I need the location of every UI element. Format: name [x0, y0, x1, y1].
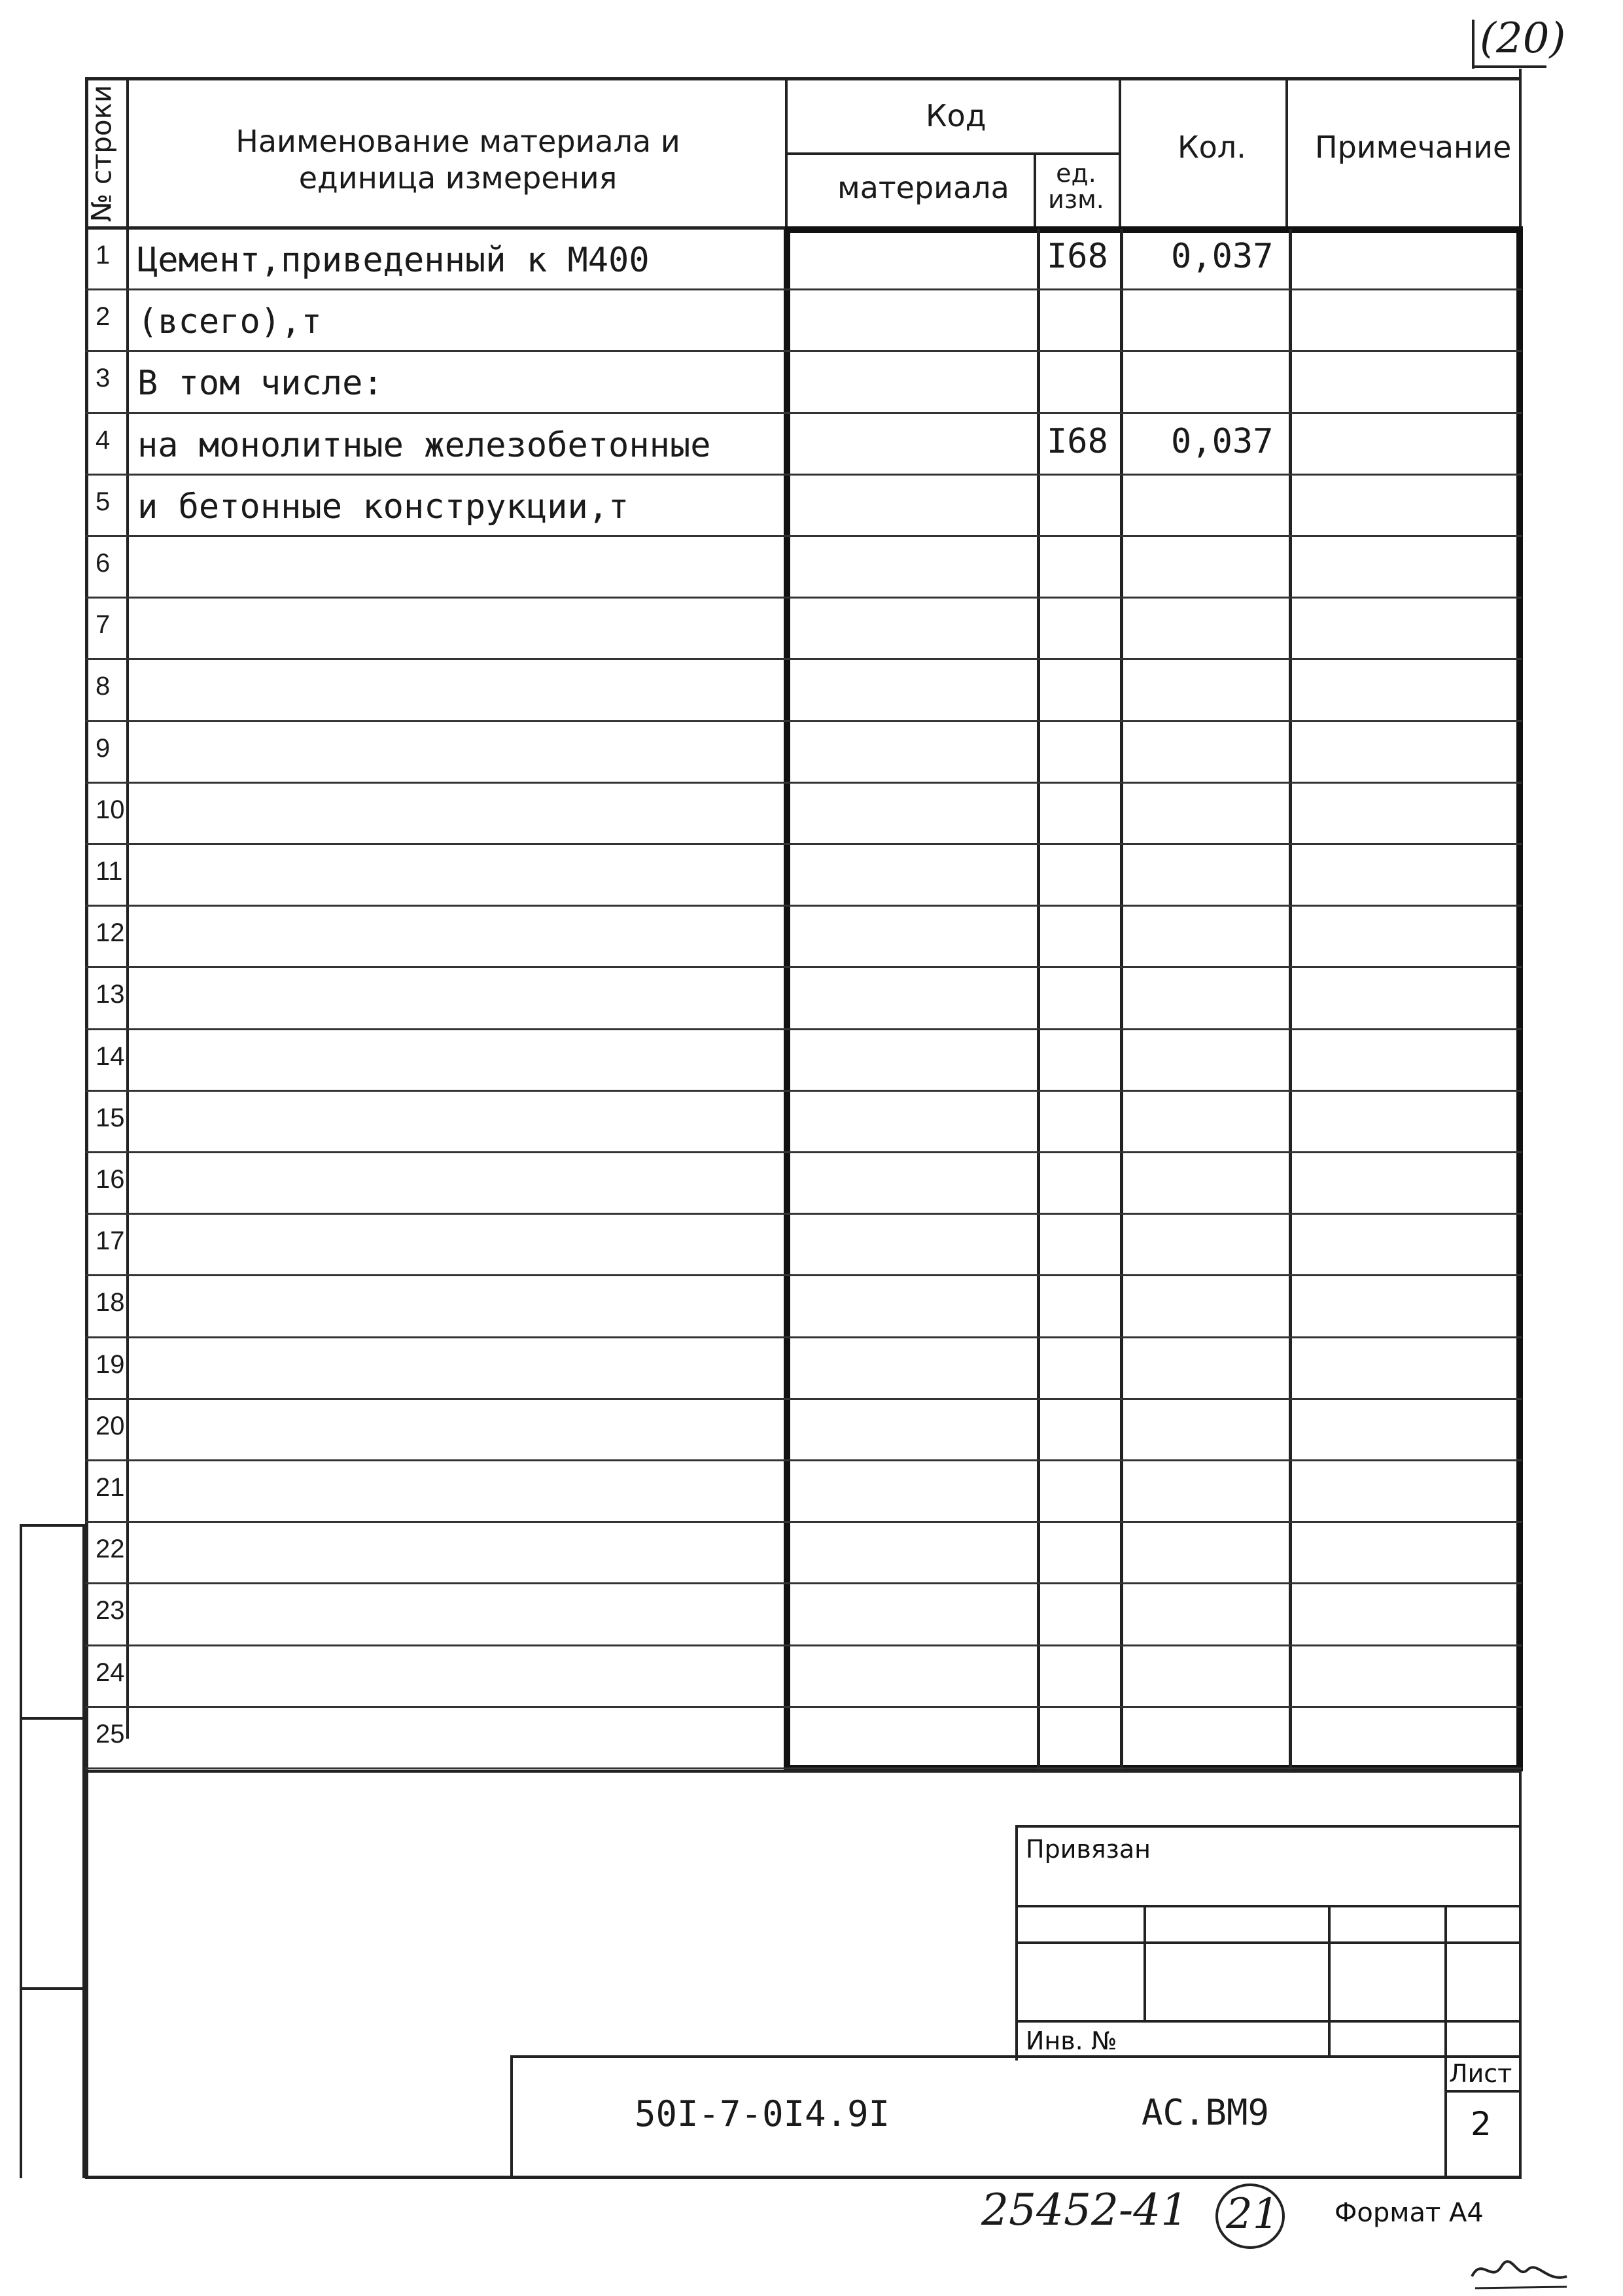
row-unit: I68	[1047, 237, 1108, 276]
header-unit: ед. изм.	[1048, 159, 1104, 214]
row-number: 21	[96, 1473, 125, 1502]
row-line	[85, 1767, 1522, 1769]
corner-frame-top	[1475, 65, 1546, 68]
row-number: 5	[96, 487, 111, 516]
table-row	[0, 1584, 1524, 1646]
row-name: В том числе:	[137, 364, 383, 404]
row-divider	[785, 152, 1120, 155]
table-row	[0, 290, 1524, 352]
row-qty: 0,037	[1171, 421, 1274, 461]
row-number: 11	[96, 857, 123, 886]
row-number: 4	[96, 425, 111, 455]
row-name: (всего),т	[137, 302, 322, 342]
table-row	[0, 722, 1524, 784]
row-unit: I68	[1047, 421, 1108, 461]
circled-number: 21	[1226, 2190, 1280, 2238]
linked-col	[1143, 1905, 1146, 2021]
table-row	[0, 1708, 1524, 1769]
table-row	[0, 845, 1524, 907]
row-number: 8	[96, 672, 111, 701]
table-row	[0, 599, 1524, 660]
header-code: Код	[926, 98, 986, 133]
table-row	[0, 1030, 1524, 1092]
row-number: 3	[96, 364, 111, 393]
header-material: материала	[837, 170, 1009, 205]
format-label: Формат А4	[1335, 2198, 1484, 2228]
linked-label: Привязан	[1026, 1835, 1151, 1864]
header-note: Примечание	[1315, 130, 1512, 165]
table-row	[0, 1338, 1524, 1400]
row-number: 25	[96, 1719, 125, 1748]
stamp-sheet-rule	[1444, 2090, 1522, 2093]
row-number: 10	[96, 795, 125, 824]
table-row	[0, 1646, 1524, 1708]
row-number: 9	[96, 733, 111, 763]
row-name: и бетонные конструкции,т	[137, 487, 629, 527]
table-row	[0, 1153, 1524, 1215]
sheet-code: АС.ВМ9	[1142, 2092, 1270, 2133]
row-number: 15	[96, 1103, 125, 1132]
row-number: 13	[96, 980, 125, 1009]
row-name: на монолитные железобетонные	[137, 425, 711, 465]
row-name: Цемент,приведенный к М400	[137, 241, 650, 280]
header-name: Наименование материала и единица измерения	[236, 124, 680, 196]
table-bottom-rule	[85, 1770, 1522, 1773]
table-row	[0, 784, 1524, 845]
table-row	[0, 968, 1524, 1030]
table-row	[0, 1092, 1524, 1153]
row-number: 20	[96, 1411, 125, 1440]
sheet-label: Лист	[1449, 2059, 1512, 2088]
table-row	[0, 660, 1524, 722]
row-number: 23	[96, 1596, 125, 1626]
sheet-number: 2	[1471, 2105, 1492, 2143]
row-number: 24	[96, 1658, 125, 1687]
table-row	[0, 352, 1524, 413]
col-divider	[1034, 154, 1036, 231]
row-number: 16	[96, 1165, 125, 1194]
header-qty: Кол.	[1178, 130, 1246, 165]
table-row	[0, 229, 1524, 290]
table-row	[0, 476, 1524, 537]
row-number: 14	[96, 1041, 125, 1071]
linked-col	[1328, 1905, 1331, 2055]
doc-code: 50I-7-0I4.9I	[635, 2093, 890, 2134]
row-number: 19	[96, 1349, 125, 1379]
row-number: 6	[96, 549, 111, 578]
row-number: 18	[96, 1288, 125, 1317]
handwritten-number: 25452-41	[981, 2185, 1189, 2235]
row-number: 17	[96, 1226, 125, 1256]
row-number: 7	[96, 610, 111, 640]
table-row	[0, 1523, 1524, 1584]
row-number: 2	[96, 302, 111, 332]
header-row-no: № строки	[85, 84, 118, 222]
table-row	[0, 537, 1524, 599]
row-number: 1	[96, 241, 111, 270]
corner-mark: (20)	[1480, 14, 1566, 63]
table-row	[0, 1461, 1524, 1523]
table-row	[0, 1276, 1524, 1338]
linked-col	[1444, 1905, 1447, 2055]
row-number: 22	[96, 1535, 125, 1564]
table-row	[0, 1215, 1524, 1276]
col-divider	[1285, 77, 1288, 231]
inv-no-label: Инв. №	[1026, 2026, 1117, 2055]
signature-mark	[1469, 2250, 1573, 2296]
stamp-col	[1444, 2055, 1447, 2178]
table-row	[0, 414, 1524, 476]
row-qty: 0,037	[1171, 237, 1274, 276]
row-number: 12	[96, 918, 125, 948]
table-row	[0, 1400, 1524, 1461]
binding-divider	[20, 1987, 85, 1990]
corner-frame	[1472, 20, 1475, 69]
table-row	[0, 907, 1524, 968]
